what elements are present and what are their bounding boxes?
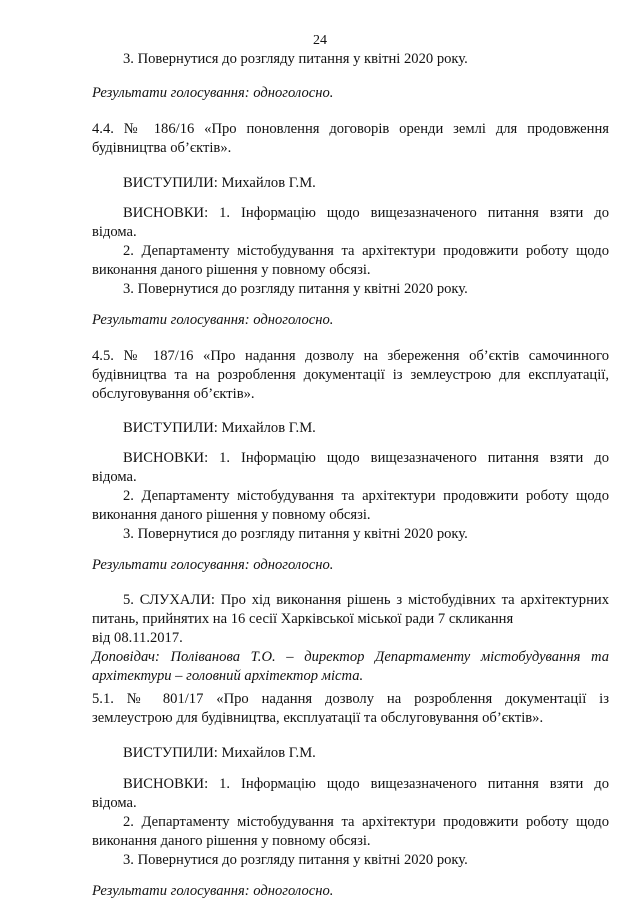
conclusions-4-5-item-2-line-1: 2. Департаменту містобудування та архітектури продовжити роботу щодо (123, 488, 609, 504)
heard-5-line-1: 5. СЛУХАЛИ: Про хід виконання рішень з містобудівних та архітектурних (123, 592, 609, 608)
conclusions-4-5-item-2-line-2: виконання даного рішення у повному обсязі. (92, 507, 371, 523)
conclusions-5-1-line-2: відома. (92, 795, 137, 811)
conclusions-4-4-item-2-line-1: 2. Департаменту містобудування та архітектури продовжити роботу щодо (123, 243, 609, 259)
conclusions-4-4-line-1: ВИСНОВКИ: 1. Інформацію щодо вищезазначеного питання взяти до (123, 205, 609, 221)
conclusions-4-4-item-2-line-2: виконання даного рішення у повному обсязі. (92, 262, 371, 278)
conclusions-4-5-item-3: 3. Повернутися до розгляду питання у квітні 2020 року. (123, 526, 468, 542)
speakers-4-5: ВИСТУПИЛИ: Михайлов Г.М. (123, 420, 316, 436)
document-body (92, 50, 609, 901)
conclusions-4-5-line-2: відома. (92, 469, 137, 485)
conclusions-4-4-line-2: відома. (92, 224, 137, 240)
conclusions-5-1-item-3: 3. Повернутися до розгляду питання у квітні 2020 року. (123, 852, 468, 868)
voting-result-1: Результати голосування: одноголосно. (92, 85, 334, 101)
section-5-1-title-line-2: землеустрою для будівництва, експлуатації та обслуговування об’єктів». (92, 710, 544, 726)
conclusions-5-1-line-1: ВИСНОВКИ: 1. Інформацію щодо вищезазначеного питання взяти до (123, 776, 609, 792)
conclusions-5-1-item-2-line-1: 2. Департаменту містобудування та архітектури продовжити роботу щодо (123, 814, 609, 830)
voting-result-4: Результати голосування: одноголосно. (92, 883, 334, 899)
heard-5-line-3: від 08.11.2017. (92, 630, 183, 646)
speakers-5-1: ВИСТУПИЛИ: Михайлов Г.М. (123, 745, 316, 761)
conclusions-4-5-line-1: ВИСНОВКИ: 1. Інформацію щодо вищезазначеного питання взяти до (123, 450, 609, 466)
section-4-5-title-line-2: будівництва та на розроблення документації із землеустрою для експлуатації, (92, 367, 609, 383)
section-4-4-title-line-1: 4.4. № 186/16 «Про поновлення договорів оренди землі для продовження (92, 121, 609, 137)
speakers-4-4: ВИСТУПИЛИ: Михайлов Г.М. (123, 175, 316, 191)
section-4-4-title-line-2: будівництва об’єктів». (92, 140, 232, 156)
reporter-5-line-2: архітектури – головний архітектор міста. (92, 668, 364, 684)
section-5-1-title-line-1: 5.1. № 801/17 «Про надання дозволу на розроблення документації із (92, 691, 609, 707)
heard-5-line-2: питань, прийнятих на 16 сесії Харківської міської ради 7 скликання (92, 611, 514, 627)
page-number: 24 (313, 33, 327, 48)
conclusions-4-4-item-3: 3. Повернутися до розгляду питання у квітні 2020 року. (123, 281, 468, 297)
conclusions-5-1-item-2-line-2: виконання даного рішення у повному обсязі. (92, 833, 371, 849)
return-item-1: 3. Повернутися до розгляду питання у квітні 2020 року. (123, 51, 468, 67)
voting-result-2: Результати голосування: одноголосно. (92, 312, 334, 328)
section-4-5-title-line-1: 4.5. № 187/16 «Про надання дозволу на збереження об’єктів самочинного (92, 348, 609, 364)
section-4-5-title-line-3: обслуговування об’єктів». (92, 386, 255, 402)
voting-result-3: Результати голосування: одноголосно. (92, 557, 334, 573)
reporter-5-line-1: Доповідач: Поліванова Т.О. – директор Департаменту містобудування та (92, 649, 609, 665)
